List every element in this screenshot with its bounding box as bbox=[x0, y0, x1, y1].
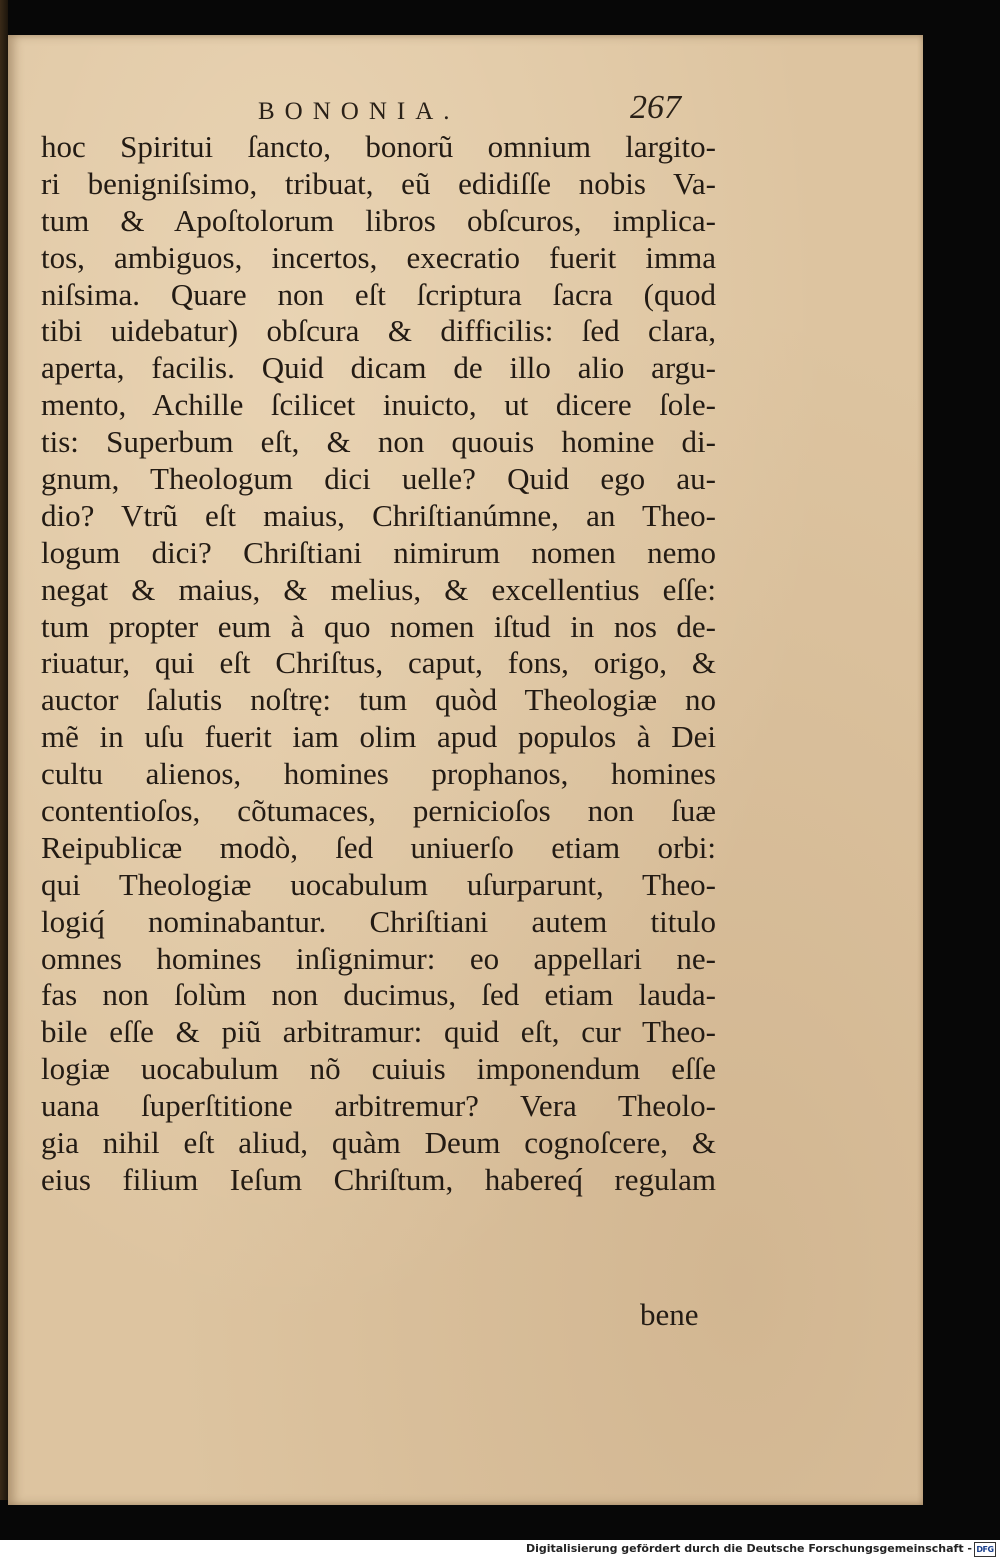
text-line: gia nihil eſt aliud, quàm Deum cognoſcere, & bbox=[41, 1125, 716, 1161]
text-line: tibi uidebatur) obſcura & difficilis: ſed clara, bbox=[41, 313, 716, 349]
book-page bbox=[8, 35, 923, 1505]
text-line: mẽ in uſu fuerit iam olim apud populos à Dei bbox=[41, 719, 716, 755]
text-line: tos, ambiguos, incertos, execratio fuerit imma bbox=[41, 239, 716, 275]
text-line: omnes homines inſignimur: eo appellari ne- bbox=[41, 940, 716, 976]
text-line: uana ſuperſtitione arbitremur? Vera Theolo- bbox=[41, 1088, 716, 1124]
text-line: ri benigniſsimo, tribuat, eũ edidiſſe nobis Va- bbox=[41, 165, 716, 201]
text-line: aperta, facilis. Quid dicam de illo alio argu- bbox=[41, 350, 716, 386]
footer-bar bbox=[0, 1540, 1000, 1560]
book-edge bbox=[0, 0, 8, 1500]
text-line: tum propter eum à quo nomen iſtud in nos de- bbox=[41, 608, 716, 644]
text-line: contentioſos, cõtumaces, pernicioſos non ſuæ bbox=[41, 793, 716, 829]
text-line: mento, Achille ſcilicet inuicto, ut dicere ſole- bbox=[41, 387, 716, 423]
body-text bbox=[41, 129, 716, 1199]
page-number: 267 bbox=[630, 89, 681, 126]
text-line: niſsima. Quare non eſt ſcriptura ſacra (quod bbox=[41, 276, 716, 312]
text-line: gnum, Theologum dici uelle? Quid ego au- bbox=[41, 461, 716, 497]
catchword: bene bbox=[640, 1297, 699, 1332]
footer-credit: Digitalisierung gefördert durch die Deutsche Forschungsgemeinschaft - bbox=[525, 1542, 972, 1555]
text-line: negat & maius, & melius, & excellentius eſſe: bbox=[41, 571, 716, 607]
text-line: logiæ uocabulum nõ cuiuis imponendum eſſe bbox=[41, 1051, 716, 1087]
text-line: logum dici? Chriſtiani nimirum nomen nemo bbox=[41, 534, 716, 570]
text-line: riuatur, qui eſt Chriſtus, caput, fons, origo, & bbox=[41, 645, 716, 681]
text-line: qui Theologiæ uocabulum uſurparunt, Theo- bbox=[41, 866, 716, 902]
text-line: Reipublicæ modò, ſed uniuerſo etiam orbi: bbox=[41, 829, 716, 865]
text-line: bile eſſe & piũ arbitramur: quid eſt, cur Theo- bbox=[41, 1014, 716, 1050]
text-line: tum & Apoſtolorum libros obſcuros, implica- bbox=[41, 202, 716, 238]
running-head: BONONIA. bbox=[258, 98, 460, 125]
text-line: tis: Superbum eſt, & non quouis homine di- bbox=[41, 424, 716, 460]
text-line: cultu alienos, homines prophanos, homines bbox=[41, 756, 716, 792]
dfg-logo-icon: DFG bbox=[974, 1542, 996, 1557]
text-line: fas non ſolùm non ducimus, ſed etiam lauda- bbox=[41, 977, 716, 1013]
text-line: eius filium Ieſum Chriſtum, habereq́ regulam bbox=[41, 1161, 716, 1197]
text-line: logiq́ nominabantur. Chriſtiani autem titulo bbox=[41, 903, 716, 939]
text-line: dio? Vtrũ eſt maius, Chriſtianúmne, an Theo- bbox=[41, 497, 716, 533]
text-line: hoc Spiritui ſancto, bonorũ omnium largito- bbox=[41, 129, 716, 164]
text-line: auctor ſalutis noſtrę: tum quòd Theologiæ no bbox=[41, 682, 716, 718]
